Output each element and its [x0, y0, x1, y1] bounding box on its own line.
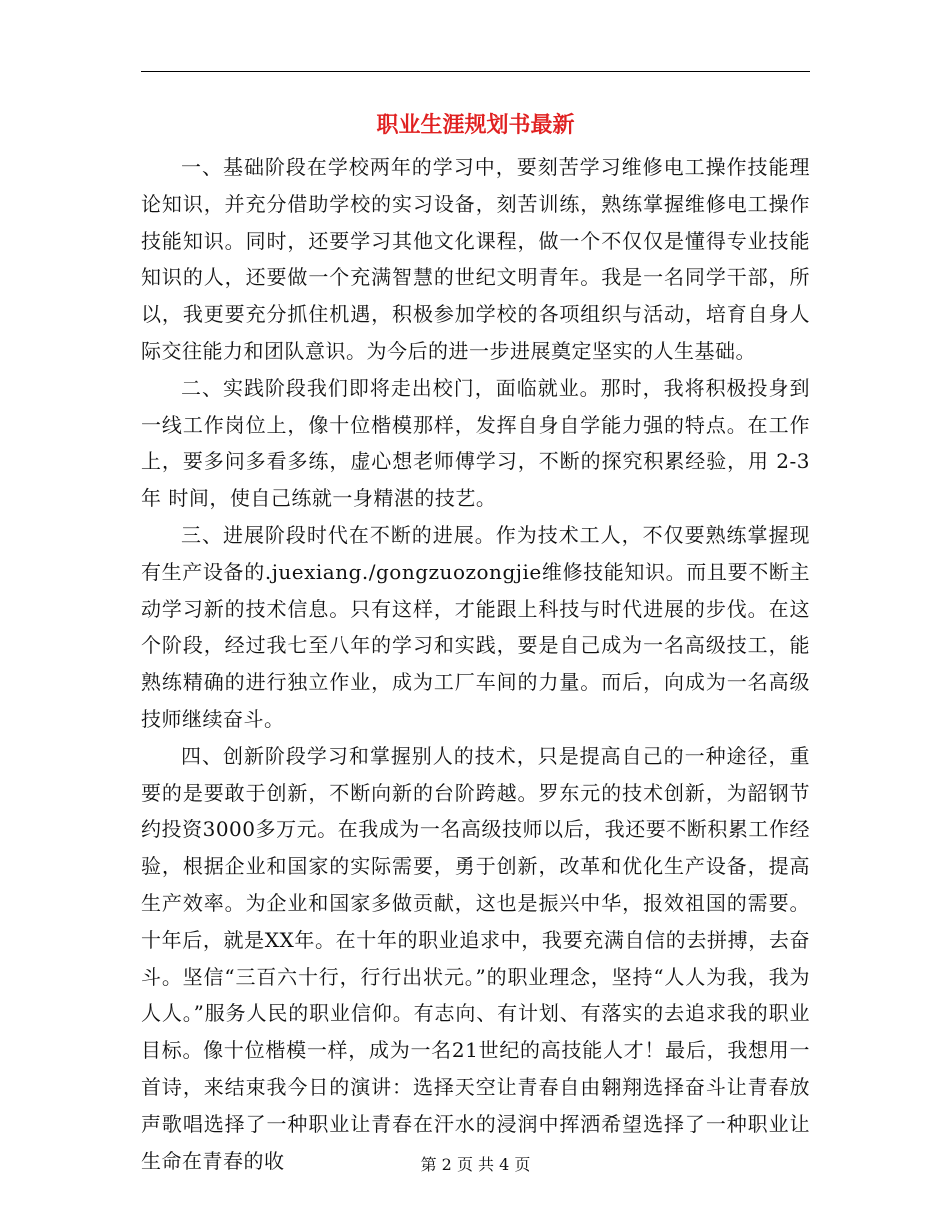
document-title: 职业生涯规划书最新 — [376, 112, 575, 138]
paragraph-development-stage: 三、进展阶段时代在不断的进展。作为技术工人，不仅要熟练掌握现有生产设备的.juexiang./gongzuozongjie维修技能知识。而且要不断主动学习新的技术信息。只有这样，才能跟上科技与时代进展的步伐。在这个阶段，经过我七至八年的学习和实践，要是自己成为一名高级技工，能熟练精确的进行独立作业，成为工厂车间的力量。而后，向成为一名高级技师继续奋斗。 — [141, 522, 810, 731]
paragraph-practice-stage: 二、实践阶段我们即将走出校门，面临就业。那时，我将积极投身到一线工作岗位上，像十位楷模那样，发挥自身自学能力强的特点。在工作上，要多问多看多练，虚心想老师傅学习，不断的探究积累经验，用 2-3 年 时间，使自己练就一身精湛的技艺。 — [141, 375, 810, 511]
page-number: 第 2 页 共 4 页 — [420, 1155, 531, 1174]
document-body — [141, 149, 810, 1179]
paragraph-innovation-stage: 四、创新阶段学习和掌握别人的技术，只是提高自己的一种途径，重要的是要敢于创新，不断向新的台阶跨越。罗东元的技术创新，为韶钢节约投资3000多万元。在我成为一名高级技师以后，我还要不断积累工作经验，根据企业和国家的实际需要，勇于创新，改革和优化生产设备，提高生产效率。为企业和国家多做贡献，这也是振兴中华，报效祖国的需要。十年后，就是XX年。在十年的职业追求中，我要充满自信的去拼搏，去奋斗。坚信“三百六十行，行行出状元。”的职业理念，坚持“人人为我，我为人人。”服务人民的职业信仰。有志向、有计划、有落实的去追求我的职业目标。像十位楷模一样，成为一名21世纪的高技能人才！最后，我想用一首诗，来结束我今日的演讲：选择天空让青春自由翱翔选择奋斗让青春放声歌唱选择了一种职业让青春在汗水的浸润中挥洒希望选择了一种职业让生命在青春的收 — [141, 743, 810, 1173]
paragraph-foundation-stage: 一、基础阶段在学校两年的学习中，要刻苦学习维修电工操作技能理论知识，并充分借助学校的实习设备，刻苦训练，熟练掌握维修电工操作技能知识。同时，还要学习其他文化课程，做一个不仅仅是懂得专业技能知识的人，还要做一个充满智慧的世纪文明青年。我是一名同学干部，所以，我更要充分抓住机遇，积极参加学校的各项组织与活动，培育自身人际交往能力和团队意识。为今后的进一步进展奠定坚实的人生基础。 — [141, 155, 810, 363]
page-footer — [141, 1153, 810, 1177]
header-rule — [141, 71, 810, 72]
